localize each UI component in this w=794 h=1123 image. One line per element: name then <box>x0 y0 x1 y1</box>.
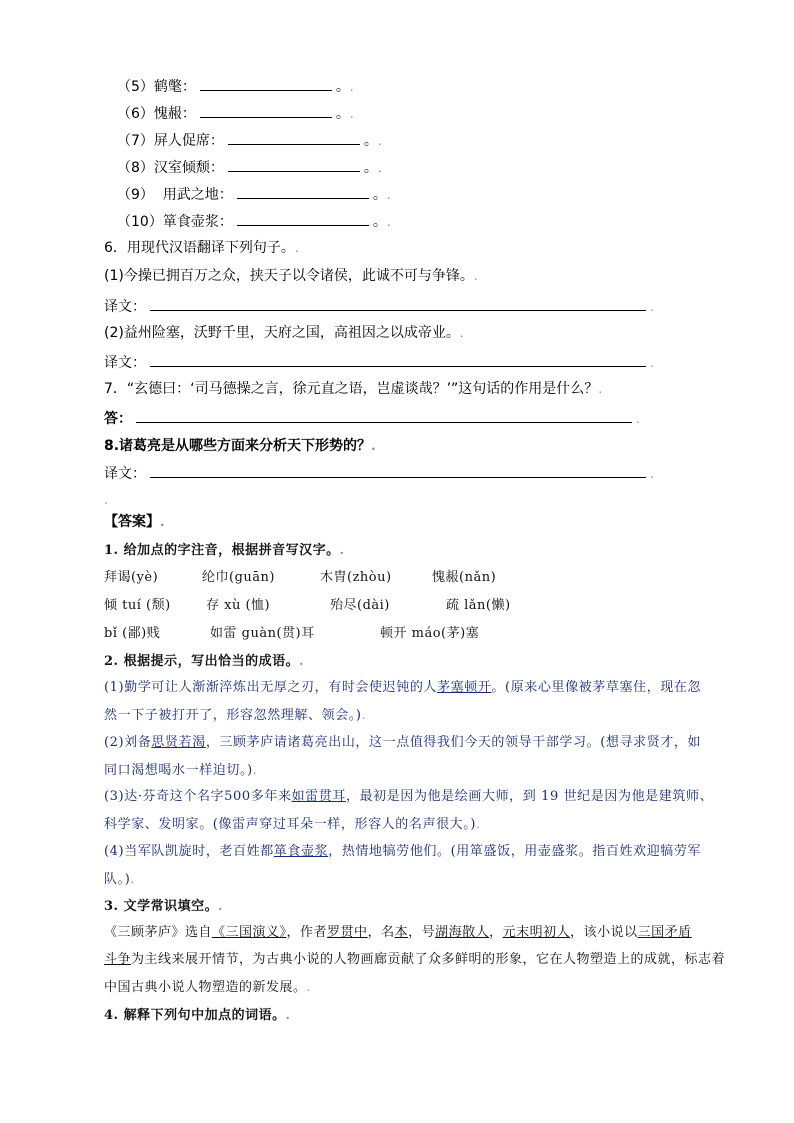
idiom-answer: 思贤若渴 <box>151 735 206 750</box>
question-6-title: 6．用现代汉语翻译下列句子。. <box>104 240 299 256</box>
pinyin-item: 倾 tuí (颓) <box>104 598 171 613</box>
period: 。 <box>372 187 387 203</box>
vocab-label: （6）愧赧： <box>117 106 196 122</box>
answer-blank[interactable] <box>150 463 646 478</box>
idiom-answer: 如雷贯耳 <box>291 789 346 804</box>
answer-3-line-1: 《三顾茅庐》选自《三国演义》，作者罗贯中，名本，号湖海散人，元末明初人，该小说以三国矛盾 <box>104 925 692 940</box>
answer-blank[interactable] <box>228 157 360 172</box>
answer-blank[interactable] <box>237 211 369 226</box>
translation-label: 译文： <box>104 466 146 482</box>
question-6-sentence-2: (2)益州险塞，沃野千里，天府之国，高祖因之以成帝业。. <box>104 325 464 341</box>
vocab-item-10: （10）箪食壶浆： 。. <box>117 211 391 232</box>
question-6-sentence-1: (1)今操已拥百万之众，挟天子以令诸侯，此诚不可与争锋。. <box>104 268 478 284</box>
answer-blank[interactable] <box>200 103 332 118</box>
pinyin-item: 纶巾(guān) <box>202 570 275 585</box>
answer-2-item-4-line-1: (4)当军队凯旋时，老百姓都箪食壶浆，热情地犒劳他们。(用箪盛饭，用壶盛浆。指百姓欢迎犒劳军 <box>104 844 702 859</box>
vocab-item-7: （7）屏人促席： 。. <box>117 130 382 151</box>
pinyin-item: 顿开 máo(茅)塞 <box>380 626 480 641</box>
translation-line-2: 译文： . <box>104 352 654 373</box>
empty-line-mark: . <box>104 493 108 507</box>
answer-2-item-2-line-2: 同口渴想喝水一样迫切。). <box>104 763 258 778</box>
answer-line-7: 答： . <box>104 408 640 429</box>
pinyin-item: 如雷 guàn(贯)耳 <box>210 626 315 641</box>
answer-blank[interactable] <box>150 296 646 311</box>
answer-label: 答： <box>104 411 132 427</box>
answer-2-title: 2. 根据提示，写出恰当的成语。. <box>104 654 304 669</box>
vocab-label: （7）屏人促席： <box>117 133 224 149</box>
pinyin-item: 拜谒(yè) <box>104 570 159 585</box>
pinyin-item: 疏 lǎn(懒) <box>446 598 511 613</box>
answer-3-line-3: 中国古典小说人物塑造的新发展。. <box>104 980 311 995</box>
answer-blank[interactable] <box>237 184 369 199</box>
answer-2-item-3-line-2: 科学家、发明家。(像雷声穿过耳朵一样，形容人的名声很大。). <box>104 817 481 832</box>
answer-2-item-3-line-1: (3)达·芬奇这个名字500多年来如雷贯耳，最初是因为他是绘画大师，到 19 世纪是因为他是建筑师、 <box>104 789 714 804</box>
period: 。 <box>335 79 350 95</box>
period: 。 <box>363 133 378 149</box>
translation-line-1: 译文： . <box>104 296 654 317</box>
fill-answer: 罗贯中 <box>327 925 368 940</box>
answer-blank[interactable] <box>150 352 646 367</box>
vocab-label: （5）鹤氅： <box>117 79 196 95</box>
fill-answer: 三国矛盾 <box>637 925 692 940</box>
translation-label: 译文： <box>104 355 146 371</box>
pinyin-item: 木胄(zhòu) <box>320 570 392 585</box>
answer-2-item-2-line-1: (2)刘备思贤若渴，三顾茅庐请诸葛亮出山，这一点值得我们今天的领导干部学习。(想寻求贤才，如 <box>104 735 702 750</box>
question-7-title: 7．“玄德曰：‘司马德操之言，徐元直之语，岂虚谈哉？’”这句话的作用是什么？. <box>104 381 603 397</box>
answer-3-title: 3. 文学常识填空。. <box>104 899 223 914</box>
fill-answer: 湖海散人 <box>435 925 490 940</box>
period: 。 <box>363 160 378 176</box>
answers-header: 【答案】. <box>104 514 165 530</box>
answer-2-item-1-line-2: 然一下子被打开了，形容忽然理解、领会。). <box>104 708 366 723</box>
fill-answer: 斗争 <box>104 952 132 967</box>
answer-2-item-1-line-1: (1)勤学可让人渐渐淬炼出无厚之刃，有时会使迟钝的人茅塞顿开。(原来心里像被茅草塞住，现在忽 <box>104 680 702 695</box>
answer-1-title: 1. 给加点的字注音，根据拼音写汉字。. <box>104 543 345 558</box>
period: 。 <box>372 214 387 230</box>
fill-answer: 元末明初人 <box>502 925 571 940</box>
vocab-item-8: （8）汉室倾颓： 。. <box>117 157 382 178</box>
pinyin-item: bǐ (鄙)贱 <box>104 626 161 641</box>
answer-blank[interactable] <box>136 408 632 423</box>
period: 。 <box>335 106 350 122</box>
idiom-answer: 茅塞顿开 <box>437 680 492 695</box>
vocab-item-6: （6）愧赧： 。. <box>117 103 354 124</box>
question-8-title: 8.诸葛亮是从哪些方面来分析天下形势的？. <box>104 438 376 454</box>
fill-answer: 《三国演义》 <box>212 925 287 940</box>
answer-blank[interactable] <box>228 130 360 145</box>
pinyin-item: 殆尽(dài) <box>330 598 390 613</box>
translation-label: 译文： <box>104 299 146 315</box>
answer-4-title: 4. 解释下列句中加点的词语。. <box>104 1008 291 1023</box>
vocab-label: （10）箪食壶浆： <box>117 214 233 230</box>
answer-2-item-4-line-2: 队。). <box>104 872 135 887</box>
answer-blank[interactable] <box>200 76 332 91</box>
vocab-label: （8）汉室倾颓： <box>117 160 224 176</box>
vocab-item-9: （9） 用武之地： 。. <box>117 184 391 205</box>
idiom-answer: 箪食壶浆 <box>273 844 329 859</box>
answer-3-line-2: 斗争为主线来展开情节，为古典小说的人物画廊贡献了众多鲜明的形象，它在人物塑造上的成就，标志着 <box>104 952 726 967</box>
pinyin-item: 存 xù (恤) <box>206 598 271 613</box>
fill-answer: 本 <box>394 925 409 940</box>
translation-line-8: 译文： . <box>104 463 654 484</box>
pinyin-item: 愧赧(nǎn) <box>432 570 497 585</box>
vocab-label: （9） 用武之地： <box>117 187 233 203</box>
vocab-item-5: （5）鹤氅： 。. <box>117 76 354 97</box>
